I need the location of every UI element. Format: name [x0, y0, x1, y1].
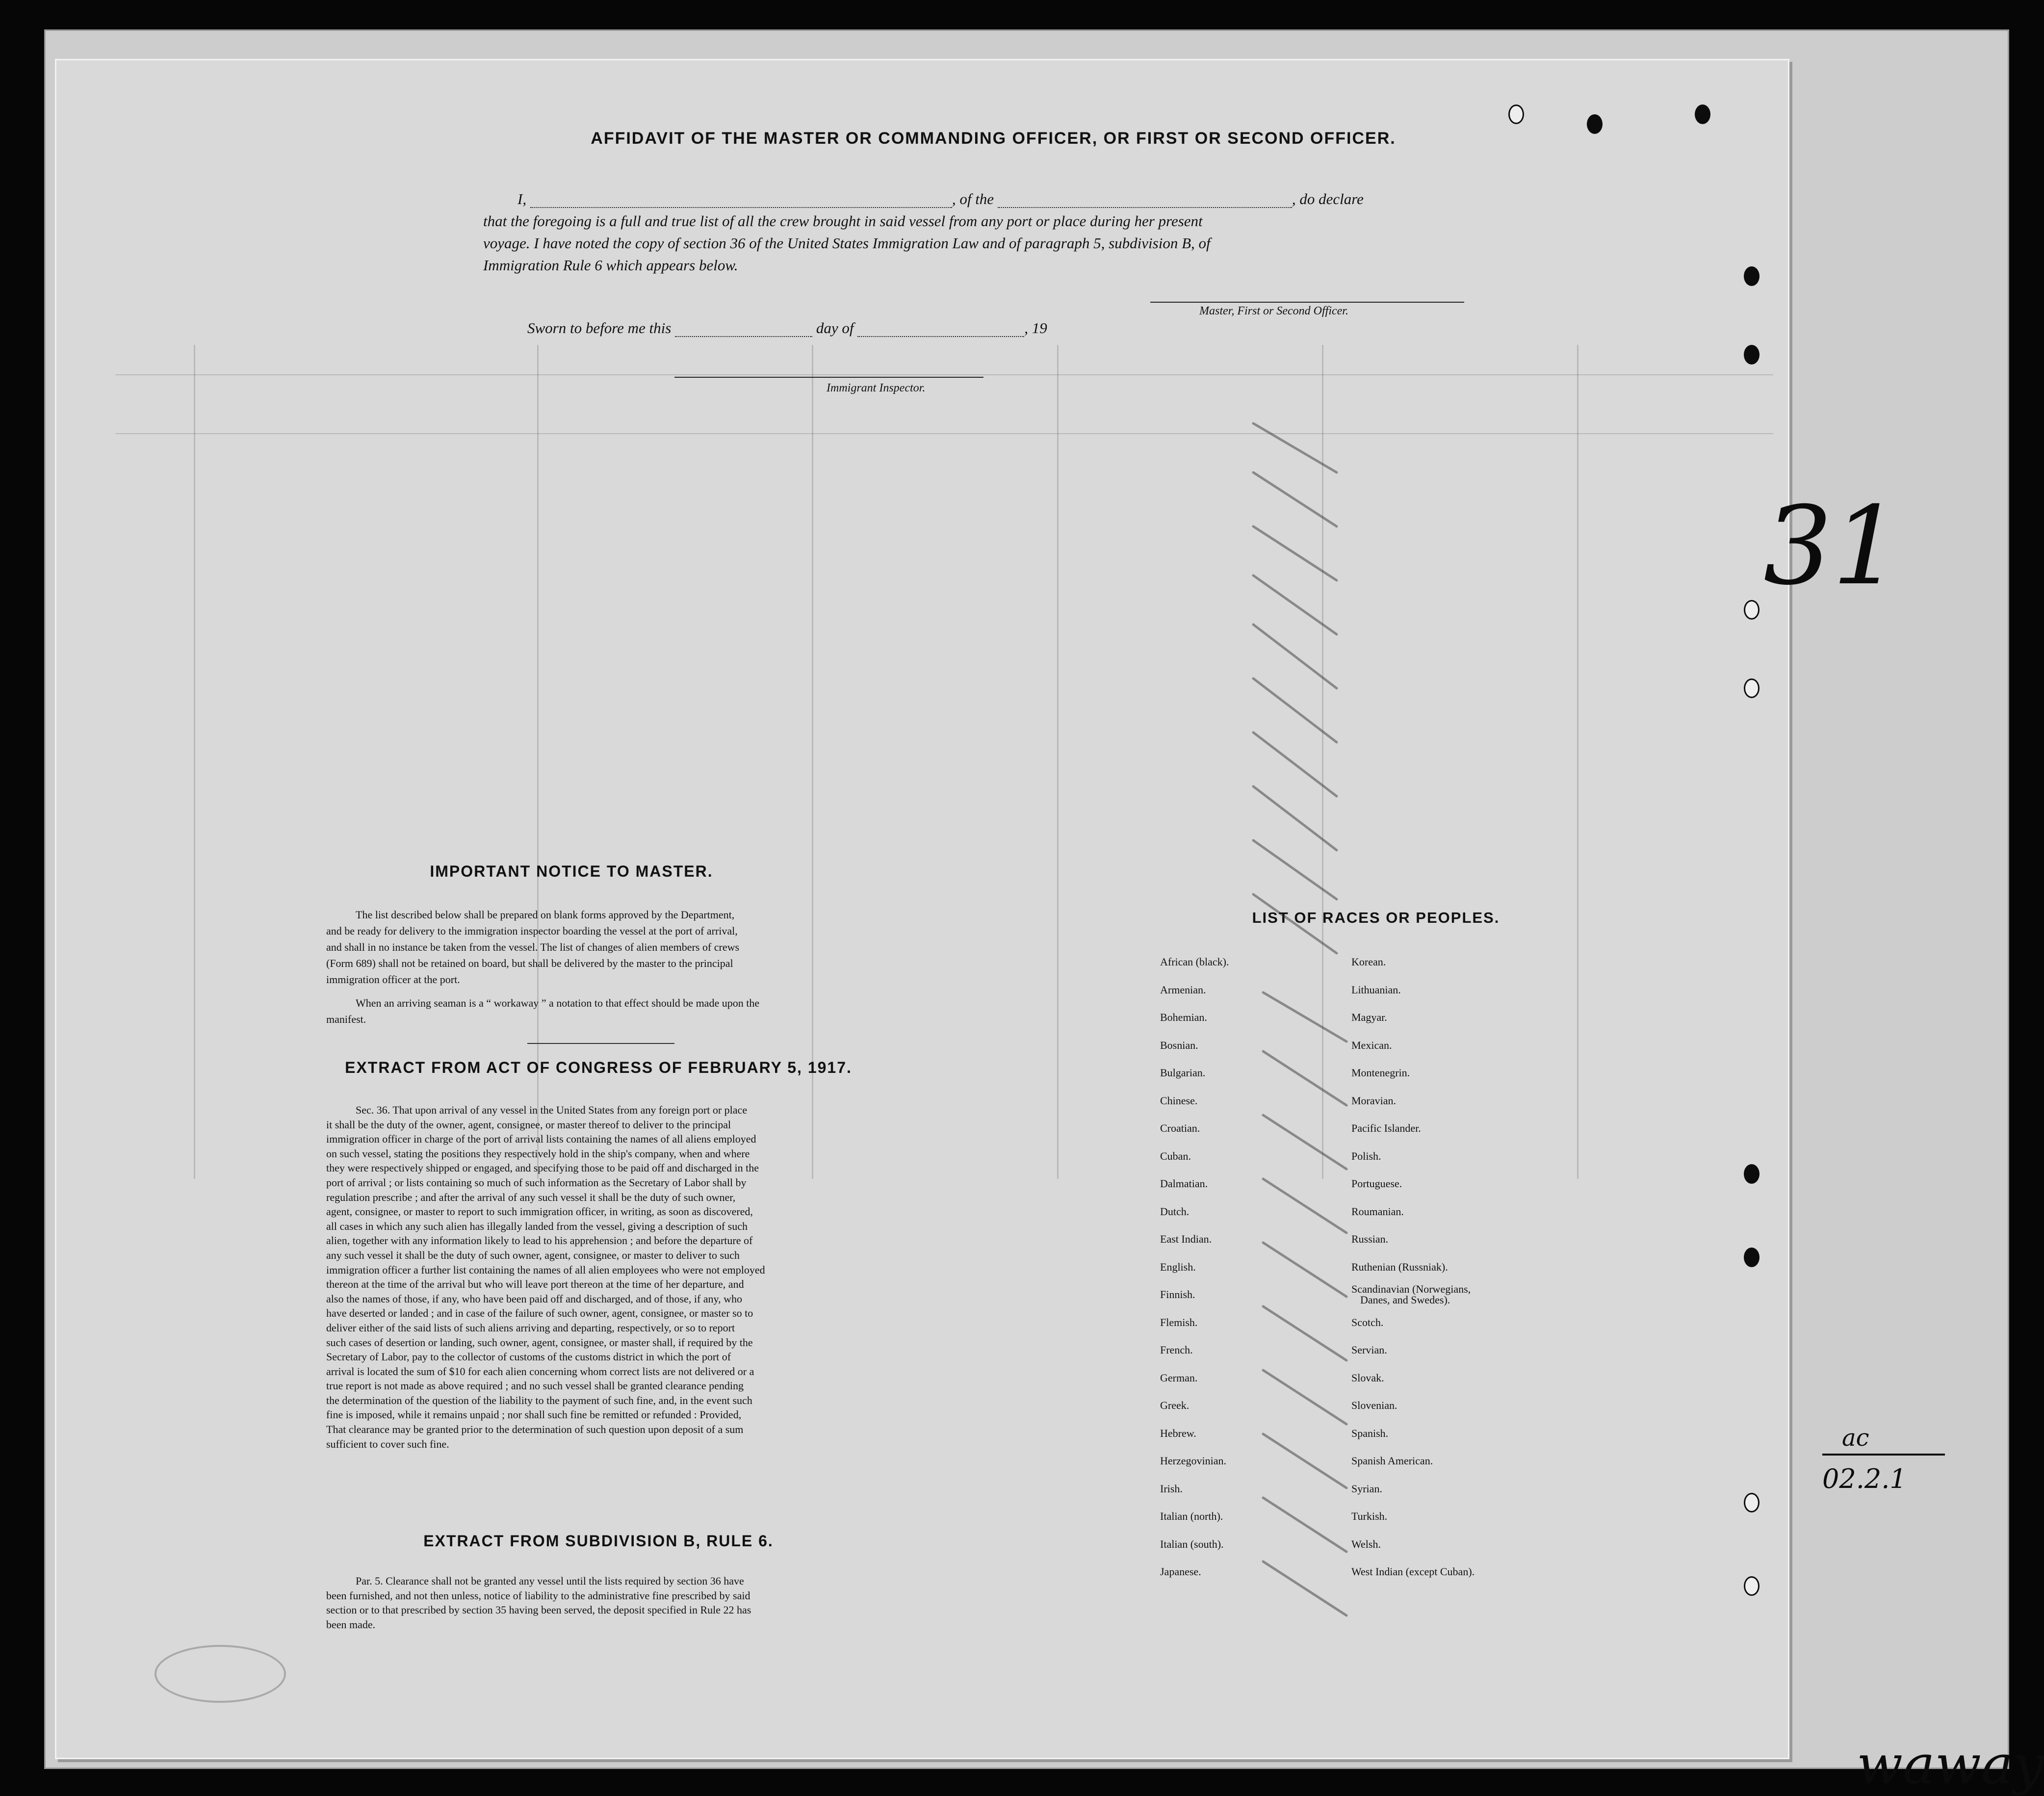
race-item: Spanish.	[1351, 1427, 1389, 1439]
binder-hole	[1744, 1576, 1759, 1596]
binder-hole	[1508, 104, 1524, 124]
handwritten-underline	[1822, 1454, 1945, 1456]
act-line: immigration officer a further list containing the names of all alien employees who were not employed	[326, 1263, 765, 1276]
affidavit-title: AFFIDAVIT OF THE MASTER OR COMMANDING OFFICER, OR FIRST OR SECOND OFFICER.	[591, 129, 1396, 148]
rule-line: Par. 5. Clearance shall not be granted any vessel until the lists required by section 36 have	[356, 1575, 744, 1587]
race-item: Servian.	[1351, 1344, 1387, 1356]
act-line: they were respectively shipped or engaged, and specifying those to be paid off and discharged in the	[326, 1162, 759, 1174]
race-item: Slovenian.	[1351, 1399, 1397, 1411]
race-item: Scandinavian (Norwegians,	[1351, 1283, 1471, 1295]
act-line: agent, consignee, or master to report to such immigration officer, in writing, as soon as discovered,	[326, 1205, 753, 1218]
affidavit-line-3: voyage. I have noted the copy of section 36 of the United States Immigration Law and of paragraph 5, subdivision B, of	[483, 234, 1211, 252]
inspector-signature-label: Immigrant Inspector.	[827, 382, 926, 394]
race-item: Montenegrin.	[1351, 1067, 1410, 1079]
binder-hole	[1744, 600, 1759, 620]
sworn-month-field[interactable]	[857, 322, 1024, 337]
act-line: also the names of those, if any, who have been paid off and discharged, and of those, if any, who	[326, 1292, 742, 1305]
act-line: Secretary of Labor, pay to the collector of customs of the customs district in which the port of	[326, 1351, 731, 1363]
affidavit-line-1	[517, 190, 1479, 208]
ghost-row-rule	[115, 433, 1773, 434]
race-item: Dutch.	[1160, 1205, 1190, 1218]
race-item: Italian (north).	[1160, 1510, 1223, 1522]
race-item: Bohemian.	[1160, 1011, 1207, 1023]
race-item: Ruthenian (Russniak).	[1351, 1260, 1448, 1273]
binder-hole	[1695, 104, 1710, 124]
master-name-field[interactable]	[530, 193, 952, 208]
sworn-line	[527, 319, 1047, 337]
notice-line: and be ready for delivery to the immigration inspector boarding the vessel at the port of arrival,	[326, 925, 738, 937]
act-line: fine is imposed, while it remains unpaid ; nor shall such fine be remitted or refunded : Provided,	[326, 1408, 742, 1421]
race-item: English.	[1160, 1260, 1196, 1273]
race-item: Bulgarian.	[1160, 1067, 1206, 1079]
race-item: Slovak.	[1351, 1371, 1384, 1384]
pencil-tick-marks	[1224, 404, 1430, 1640]
binder-hole	[1744, 1164, 1759, 1184]
act-line: true report is not made as above required ; and no such vessel shall be granted clearance pending	[326, 1380, 744, 1392]
master-signature-line[interactable]	[1150, 302, 1464, 303]
race-item: Magyar.	[1351, 1011, 1387, 1023]
race-item: Scotch.	[1351, 1316, 1384, 1328]
binder-hole	[1744, 345, 1759, 364]
act-line: deliver either of the said lists of such aliens arriving and departing, respectively, or so to report	[326, 1321, 735, 1334]
act-line: port of arrival ; or lists containing so much of such information as the Secretary of Labor shall by	[326, 1176, 747, 1189]
ghost-column-rule	[537, 345, 539, 1179]
race-item: Syrian.	[1351, 1482, 1382, 1495]
notice-line: When an arriving seaman is a “ workaway ” a notation to that effect should be made upon the	[356, 997, 760, 1009]
race-item: Moravian.	[1351, 1094, 1397, 1107]
act-line: it shall be the duty of the owner, agent, consignee, or master thereof to deliver to the principal	[326, 1118, 731, 1131]
rule-line: been made.	[326, 1618, 376, 1631]
binder-hole	[1744, 266, 1759, 286]
notice-paragraph-2	[326, 995, 871, 1027]
notice-paragraph-1	[326, 907, 871, 988]
race-item: Irish.	[1160, 1482, 1183, 1495]
document-page	[55, 59, 2044, 1796]
race-item-continuation: Danes, and Swedes).	[1360, 1294, 1450, 1306]
ghost-column-rule	[194, 345, 195, 1179]
act-line: have deserted or landed ; and in case of the failure of such owner, agent, consignee, or master so to	[326, 1307, 753, 1320]
race-item: Flemish.	[1160, 1316, 1198, 1328]
affidavit-declare: , do declare	[1292, 190, 1364, 208]
inspector-signature-line[interactable]	[674, 377, 983, 378]
notice-line: and shall in no instance be taken from the vessel. The list of changes of alien members of crews	[326, 941, 740, 953]
race-item: Portuguese.	[1351, 1177, 1402, 1190]
ghost-row-rule	[115, 374, 1773, 375]
affidavit-of-the: , of the	[952, 190, 994, 208]
act-line: on such vessel, stating the positions they respectively hold in the ship's company, when and where	[326, 1147, 750, 1160]
sworn-year: , 19	[1024, 319, 1047, 337]
handwritten-page-number: 31	[1763, 483, 1901, 609]
act-line: the determination of the question of the liability to the payment of such fine, and, in the event such	[326, 1394, 752, 1406]
race-item: Spanish American.	[1351, 1455, 1433, 1467]
notice-line: The list described below shall be prepared on blank forms approved by the Department,	[356, 909, 735, 921]
race-item: Turkish.	[1351, 1510, 1388, 1522]
section-divider	[527, 1043, 674, 1044]
binder-hole	[1744, 1248, 1759, 1267]
race-item: Finnish.	[1160, 1288, 1195, 1301]
binder-hole	[1744, 678, 1759, 698]
race-item: Russian.	[1351, 1233, 1389, 1245]
race-item: West Indian (except Cuban).	[1351, 1565, 1475, 1578]
act-line: such cases of desertion or landing, such owner, agent, consignee, or master shall, if required by the	[326, 1336, 753, 1349]
vessel-name-field[interactable]	[998, 193, 1292, 208]
rule-line: section or to that prescribed by section 35 having been served, the deposit specified in Rule 22 has	[326, 1604, 751, 1616]
race-item: Mexican.	[1351, 1039, 1392, 1051]
sworn-day-field[interactable]	[675, 322, 812, 337]
race-item: East Indian.	[1160, 1233, 1212, 1245]
race-item: Armenian.	[1160, 983, 1206, 996]
race-item: Lithuanian.	[1351, 983, 1401, 996]
sworn-start: Sworn to before me this	[527, 319, 672, 337]
notice-title: IMPORTANT NOTICE TO MASTER.	[430, 862, 713, 880]
race-item: African (black).	[1160, 956, 1229, 968]
act-line: Sec. 36. That upon arrival of any vessel in the United States from any foreign port or place	[356, 1104, 748, 1116]
ghost-column-rule	[1057, 345, 1059, 1179]
race-item: German.	[1160, 1371, 1198, 1384]
binder-hole	[1587, 114, 1603, 134]
race-item: Croatian.	[1160, 1122, 1200, 1134]
act-line: regulation prescribe ; and after the arrival of any such vessel it shall be the duty of such owner,	[326, 1191, 736, 1203]
act-line: any such vessel it shall be the duty of such owner, agent, consignee, or master to deliver to such	[326, 1249, 740, 1261]
race-item: Chinese.	[1160, 1094, 1198, 1107]
race-item: Cuban.	[1160, 1149, 1191, 1162]
race-item: Hebrew.	[1160, 1427, 1196, 1439]
rule-line: been furnished, and not then unless, notice of liability to the administrative fine prescribed by said	[326, 1589, 750, 1602]
race-item: Japanese.	[1160, 1565, 1201, 1578]
act-line: sufficient to cover such fine.	[326, 1437, 449, 1450]
act-section-36	[326, 1103, 871, 1451]
notice-line: manifest.	[326, 1013, 366, 1025]
sworn-day-of: day of	[816, 319, 854, 337]
race-item: Bosnian.	[1160, 1039, 1198, 1051]
race-item: Greek.	[1160, 1399, 1190, 1411]
race-item: Polish.	[1351, 1149, 1381, 1162]
races-title: LIST OF RACES OR PEOPLES.	[1252, 909, 1500, 926]
act-line: all cases in which any such alien has illegally landed from the vessel, giving a description of such	[326, 1220, 748, 1232]
handwritten-note: ac	[1842, 1424, 1869, 1452]
act-line: immigration officer in charge of the port of arrival lists containing the names of all aliens employed	[326, 1133, 756, 1145]
act-line: arrival is located the sum of $10 for each alien concerning whom correct lists are not delivered or a	[326, 1365, 754, 1378]
race-item: Korean.	[1351, 956, 1386, 968]
race-item: Herzegovinian.	[1160, 1455, 1226, 1467]
affidavit-line-4: Immigration Rule 6 which appears below.	[483, 257, 738, 274]
handwritten-date: 02.2.1	[1822, 1463, 1907, 1494]
binder-hole	[1744, 1493, 1759, 1512]
affidavit-i: I,	[517, 190, 527, 208]
master-signature-label: Master, First or Second Officer.	[1199, 305, 1348, 317]
act-title: EXTRACT FROM ACT OF CONGRESS OF FEBRUARY 5, 1917.	[345, 1059, 852, 1076]
race-item: Welsh.	[1351, 1537, 1381, 1550]
race-item: French.	[1160, 1344, 1193, 1356]
race-item: Dalmatian.	[1160, 1177, 1208, 1190]
act-line: thereon at the time of the arrival but who will leave port thereon at the time of her departure, and	[326, 1278, 744, 1291]
race-item: Roumanian.	[1351, 1205, 1404, 1218]
race-item: Italian (south).	[1160, 1537, 1224, 1550]
handwritten-workaway: waway	[1857, 1733, 2044, 1796]
act-line: alien, together with any information likely to lead to his apprehension ; and before the departure of	[326, 1234, 753, 1247]
ghost-column-rule	[812, 345, 813, 1179]
notice-line: (Form 689) shall not be retained on board, but shall be delivered by the master to the principal	[326, 957, 733, 969]
affidavit-line-2: that the foregoing is a full and true list of all the crew brought in said vessel from any port or place during her present	[483, 212, 1203, 230]
act-line: That clearance may be granted prior to the determination of such question upon deposit of a sum	[326, 1423, 744, 1436]
rule-paragraph-5	[326, 1574, 871, 1632]
race-item: Pacific Islander.	[1351, 1122, 1421, 1134]
rule-title: EXTRACT FROM SUBDIVISION B, RULE 6.	[423, 1532, 774, 1550]
faint-stamp-impression	[155, 1645, 286, 1703]
notice-line: immigration officer at the port.	[326, 973, 460, 986]
